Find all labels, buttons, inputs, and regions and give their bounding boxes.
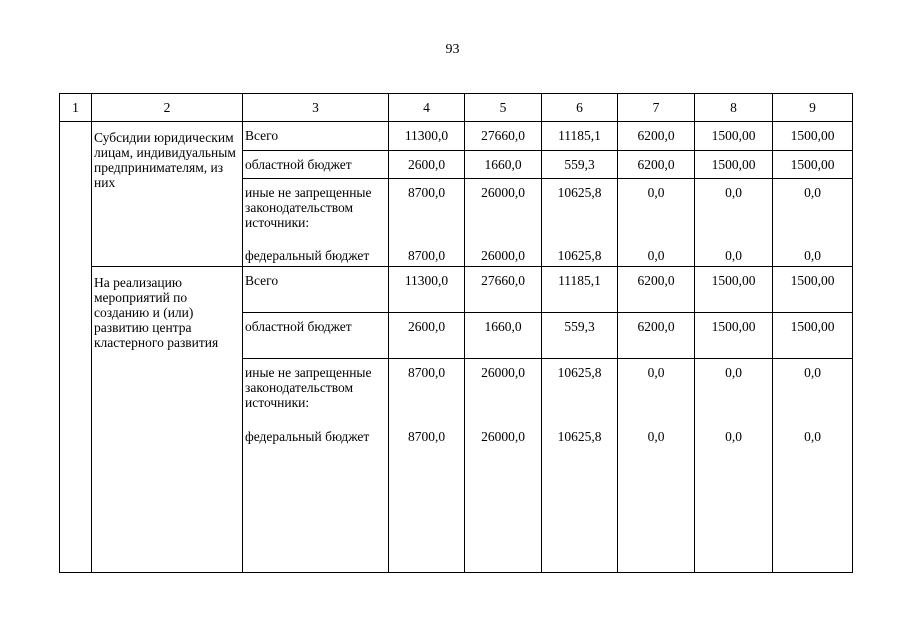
value-cell: 10625,8 — [542, 179, 618, 242]
value-cell: 6200,0 — [618, 313, 695, 359]
row-label: федеральный бюджет — [243, 423, 389, 573]
column-header: 4 — [389, 94, 465, 122]
column-header: 9 — [773, 94, 853, 122]
value-cell: 11185,1 — [542, 267, 618, 313]
value-cell: 27660,0 — [465, 267, 542, 313]
column-header: 8 — [695, 94, 773, 122]
row-label: иные не запрещенные законодательством источники: — [243, 359, 389, 423]
column-header: 1 — [60, 94, 92, 122]
value-cell: 0,0 — [618, 423, 695, 573]
value-cell: 11185,1 — [542, 122, 618, 151]
column-header: 3 — [243, 94, 389, 122]
value-cell: 1500,00 — [695, 151, 773, 179]
value-cell: 1500,00 — [773, 151, 853, 179]
value-cell: 1660,0 — [465, 313, 542, 359]
value-cell: 1500,00 — [773, 122, 853, 151]
value-cell: 1500,00 — [773, 313, 853, 359]
row-label: иные не запрещенные законодательством источники: — [243, 179, 389, 242]
value-cell: 0,0 — [618, 359, 695, 423]
row-label: федеральный бюджет — [243, 242, 389, 267]
value-cell: 10625,8 — [542, 423, 618, 573]
value-cell: 0,0 — [695, 423, 773, 573]
column-header: 5 — [465, 94, 542, 122]
table-row — [60, 267, 853, 313]
value-cell: 6200,0 — [618, 122, 695, 151]
value-cell: 2600,0 — [389, 313, 465, 359]
value-cell: 26000,0 — [465, 423, 542, 573]
section-title: На реализацию мероприятий по созданию и (или) развитию центра кластерного развития — [92, 267, 243, 573]
row-label: областной бюджет — [243, 313, 389, 359]
column-header-row — [60, 94, 853, 122]
value-cell: 8700,0 — [389, 359, 465, 423]
column-header: 7 — [618, 94, 695, 122]
row-label: областной бюджет — [243, 151, 389, 179]
value-cell: 11300,0 — [389, 122, 465, 151]
value-cell: 8700,0 — [389, 179, 465, 242]
value-cell: 0,0 — [618, 179, 695, 242]
value-cell: 8700,0 — [389, 423, 465, 573]
value-cell: 0,0 — [773, 179, 853, 242]
value-cell: 26000,0 — [465, 179, 542, 242]
value-cell: 10625,8 — [542, 359, 618, 423]
value-cell: 0,0 — [695, 179, 773, 242]
column-header: 6 — [542, 94, 618, 122]
page-number: 93 — [445, 42, 460, 57]
value-cell: 1660,0 — [465, 151, 542, 179]
value-cell: 0,0 — [773, 359, 853, 423]
value-cell: 0,0 — [695, 242, 773, 267]
section-title: Субсидии юридическим лицам, индивидуальным предпринимателям, из них — [92, 122, 243, 267]
value-cell: 11300,0 — [389, 267, 465, 313]
value-cell: 559,3 — [542, 151, 618, 179]
number-cell — [60, 122, 92, 573]
value-cell: 1500,00 — [695, 313, 773, 359]
value-cell: 6200,0 — [618, 267, 695, 313]
row-label: Всего — [243, 267, 389, 313]
value-cell: 1500,00 — [695, 267, 773, 313]
value-cell: 0,0 — [618, 242, 695, 267]
budget-table — [59, 93, 853, 573]
value-cell: 0,0 — [773, 423, 853, 573]
table-row — [60, 122, 853, 151]
value-cell: 27660,0 — [465, 122, 542, 151]
value-cell: 0,0 — [695, 359, 773, 423]
value-cell: 1500,00 — [695, 122, 773, 151]
value-cell: 26000,0 — [465, 359, 542, 423]
value-cell: 0,0 — [773, 242, 853, 267]
value-cell: 26000,0 — [465, 242, 542, 267]
row-label: Всего — [243, 122, 389, 151]
value-cell: 10625,8 — [542, 242, 618, 267]
value-cell: 559,3 — [542, 313, 618, 359]
column-header: 2 — [92, 94, 243, 122]
value-cell: 2600,0 — [389, 151, 465, 179]
value-cell: 6200,0 — [618, 151, 695, 179]
value-cell: 1500,00 — [773, 267, 853, 313]
value-cell: 8700,0 — [389, 242, 465, 267]
